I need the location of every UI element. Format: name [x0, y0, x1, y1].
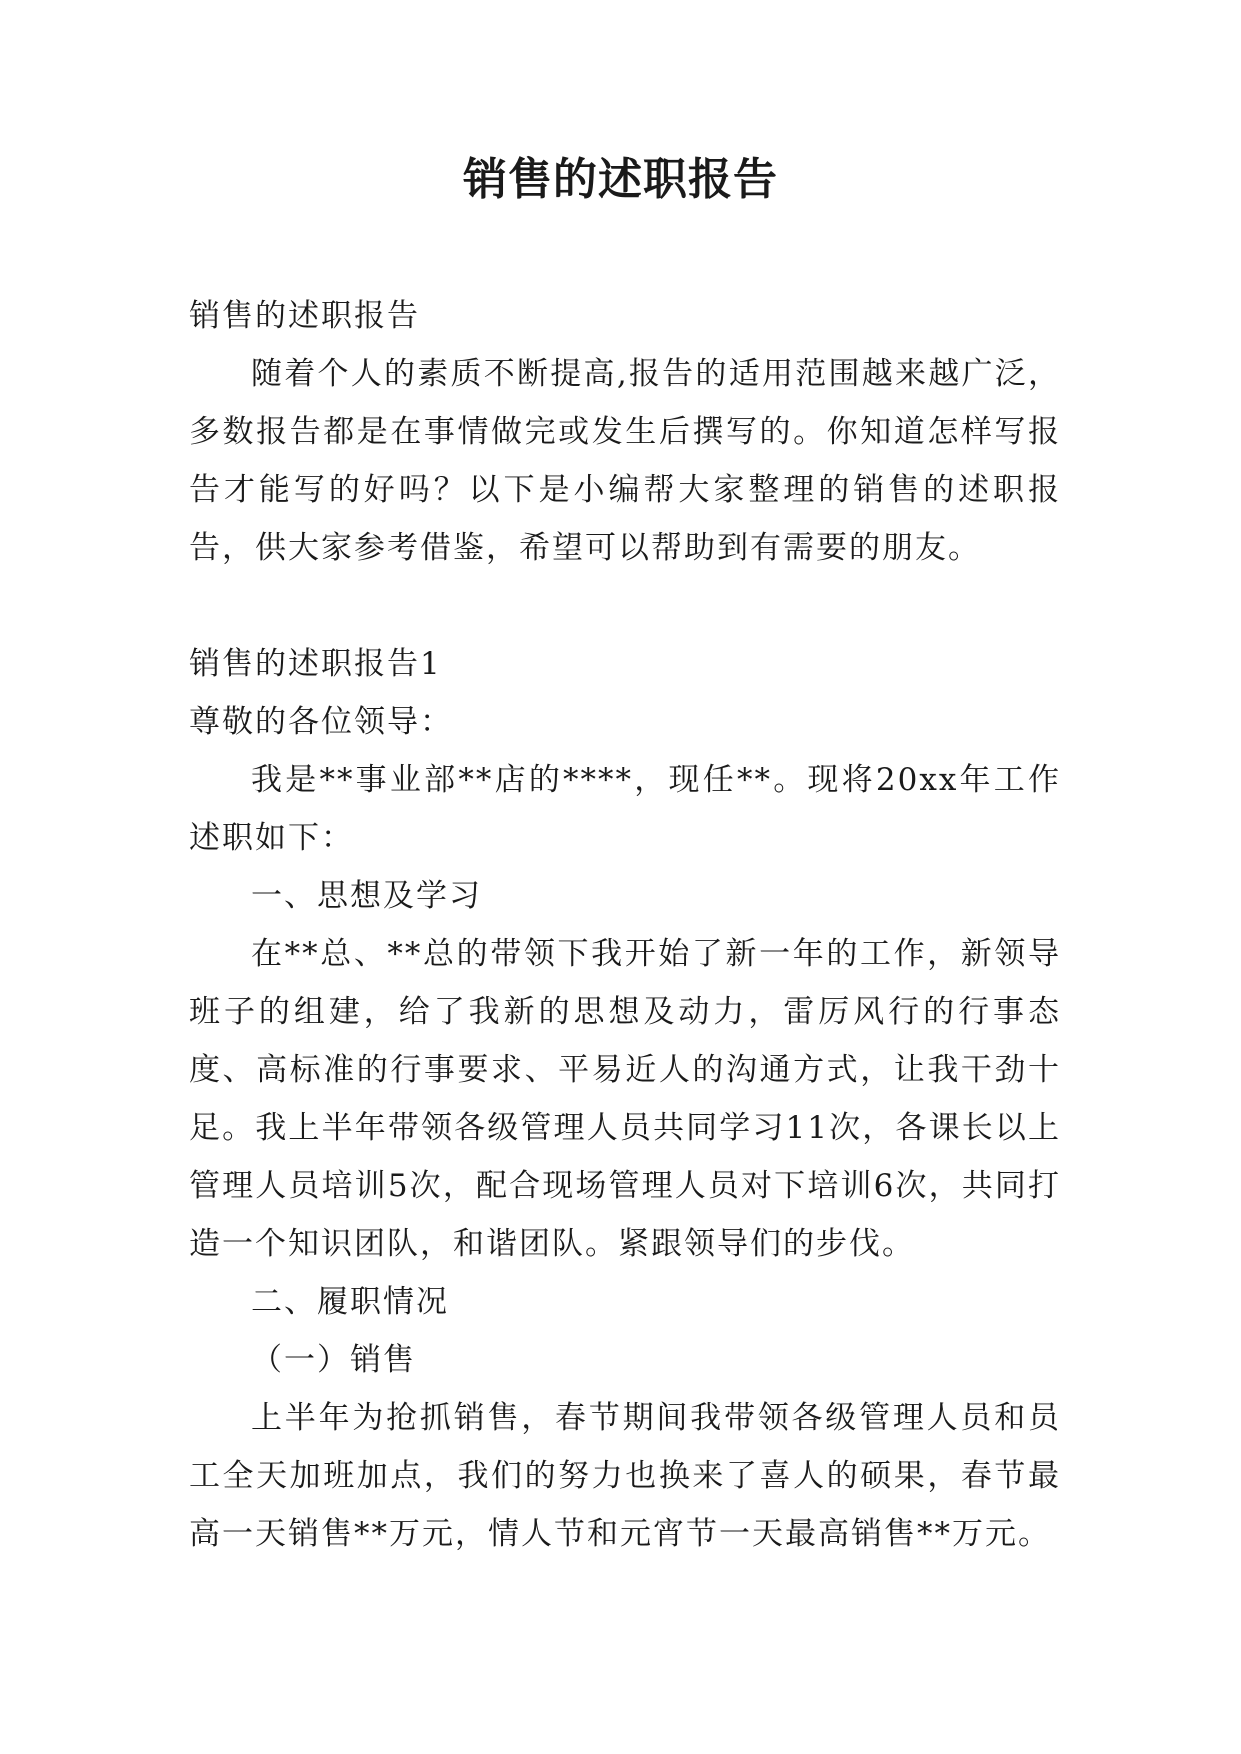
paragraph-heading: 销售的述职报告	[189, 298, 420, 334]
subsection-heading-sales: （一）销售	[251, 1342, 416, 1378]
paragraph-intro: 随着个人的素质不断提高,报告的适用范围越来越广泛，多数报告都是在事情做完或发生后撰写的。你知道怎样写报告才能写的好吗？以下是小编帮大家整理的销售的述职报告，供大家参考借鉴，希望可以帮助到有需要的朋友。	[189, 356, 1061, 566]
paragraph-thought: 在**总、**总的带领下我开始了新一年的工作，新领导班子的组建，给了我新的思想及动力，雷厉风行的行事态度、高标准的行事要求、平易近人的沟通方式，让我干劲十足。我上半年带领各级管理人员共同学习11次，各课长以上管理人员培训5次，配合现场管理人员对下培训6次，共同打造一个知识团队，和谐团队。紧跟领导们的步伐。	[189, 936, 1061, 1262]
document-title: 销售的述职报告	[463, 154, 778, 205]
paragraph-sales: 上半年为抢抓销售，春节期间我带领各级管理人员和员工全天加班加点，我们的努力也换来了喜人的硕果，春节最高一天销售**万元，情人节和元宵节一天最高销售**万元。	[189, 1400, 1061, 1552]
paragraph-spacer	[189, 577, 1061, 635]
section-heading: 销售的述职报告1	[189, 646, 442, 682]
salutation: 尊敬的各位领导：	[189, 704, 453, 740]
subsection-heading-duty: 二、履职情况	[251, 1284, 449, 1320]
subsection-heading-thought: 一、思想及学习	[251, 878, 482, 914]
document-body	[189, 287, 1061, 1563]
paragraph-self-intro: 我是**事业部**店的****，现任**。现将20xx年工作述职如下：	[189, 762, 1061, 856]
